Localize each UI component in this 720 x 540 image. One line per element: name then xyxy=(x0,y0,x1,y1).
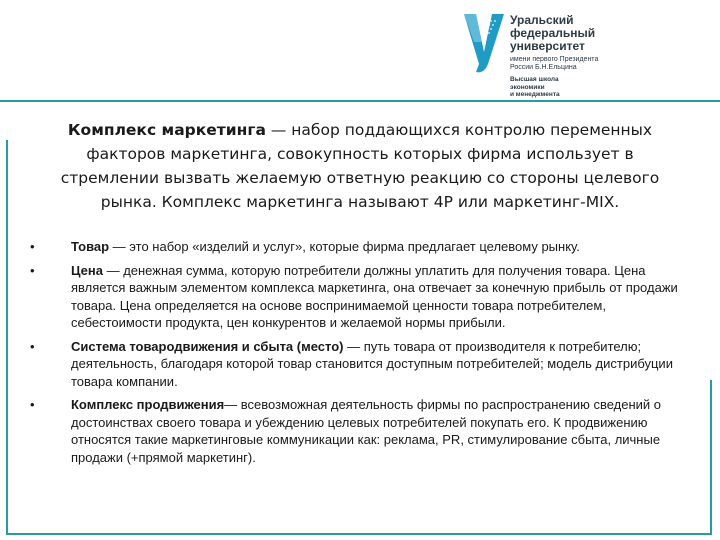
bullet-marker: • xyxy=(30,397,35,412)
bullet-text: — всевозможная деятельность фирмы по распространению сведений о достоинствах своего товара и убеждению целевых потребителей покупать его. К продвижению относятся такие маркетинговые коммуникации как: реклама, PR, стимулирование сбыта, личные продажи (+прямой маркетинг). xyxy=(71,397,662,465)
bullet-term: Система товародвижения и сбыта (место) xyxy=(71,338,344,354)
list-item-place xyxy=(30,338,695,391)
bullet-term: Цена xyxy=(71,262,103,278)
logo-name-line-2: федеральный xyxy=(510,26,596,40)
list-item-price xyxy=(30,262,695,332)
intro-definition xyxy=(40,118,680,214)
logo-name-line-3: университет xyxy=(510,39,585,53)
logo-sub-line-2: России Б.Н.Ельцина xyxy=(510,64,577,71)
frame-bottom-line xyxy=(6,533,712,535)
list-item-product xyxy=(30,238,695,256)
logo-school-line-1: Высшая школа xyxy=(510,76,559,83)
logo-school-line-3: и менеджмента xyxy=(510,91,560,98)
bullet-text: — это набор «изделий и услуг», которые фирма предлагает целевому рынку. xyxy=(109,239,580,254)
list-item-promotion xyxy=(30,396,695,466)
university-logo xyxy=(462,10,622,102)
logo-school-line-2: экономики xyxy=(510,83,545,91)
bullet-term: Товар xyxy=(71,239,110,254)
logo-name-line-1: Уральский xyxy=(510,13,574,27)
intro-definition-text: — набор поддающихся контролю переменных факторов маркетинга, совокупность которых фирма использует в стремлении вызвать желаемую ответную реакцию со стороны целевого рынка. Комплекс маркетинга называют 4Р или маркетинг-MIX. xyxy=(60,121,660,211)
logo-sub-line-1: имени первого Президента xyxy=(510,56,599,63)
bullet-text: — путь товара от производителя к потребителю; деятельность, благодаря которой товар становится доступным потребителей; модель дистрибуции товара компании. xyxy=(71,338,673,389)
frame-right-line xyxy=(710,380,712,535)
bullet-text: — денежная сумма, которую потребители должны уплатить для получения товара. Цена является важным элементом комплекса маркетинга, она отвечает за конечную прибыль от продажи товара. Цена определяется на основе воспринимаемой ценности товара потребителем, себестоимости продукта, цен конкурентов и желаемой нормы прибыли. xyxy=(71,262,678,330)
bullet-marker: • xyxy=(30,338,35,354)
urfu-logo-icon xyxy=(462,12,506,74)
bullet-marker: • xyxy=(30,262,35,278)
frame-left-line xyxy=(6,140,8,535)
bullet-term: Комплекс продвижения xyxy=(71,397,225,412)
marketing-mix-list xyxy=(30,238,695,472)
bullet-marker: • xyxy=(30,239,35,254)
intro-term: Комплекс маркетинга xyxy=(67,121,266,139)
